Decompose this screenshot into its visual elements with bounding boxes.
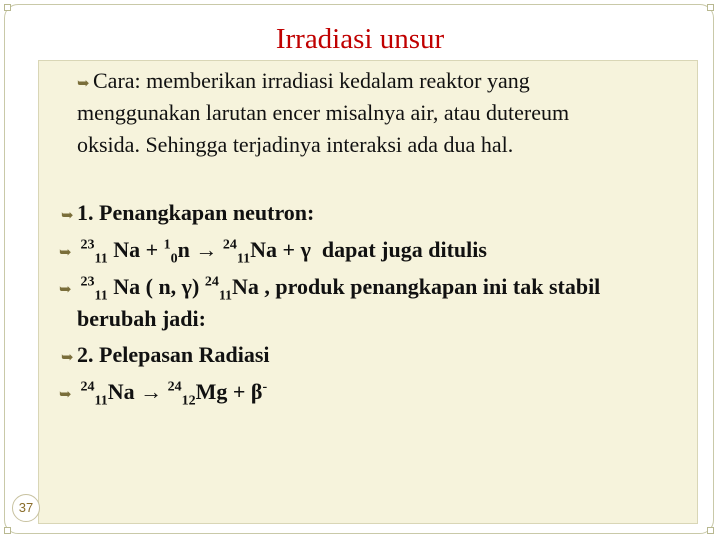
- slide-title: Irradiasi unsur: [275, 23, 445, 55]
- section-heading-1: ➥ 1. Penangkapan neutron:: [61, 199, 314, 229]
- intro-line-1: ➥ Cara: memberikan irradiasi kedalam reaktor yang: [77, 67, 530, 97]
- arrow-bullet-icon: ➥: [61, 206, 74, 224]
- frame-corner: [707, 527, 714, 534]
- section-heading-2: ➥ 2. Pelepasan Radiasi: [61, 341, 270, 371]
- intro-line-2: menggunakan larutan encer misalnya air, atau dutereum: [77, 100, 570, 125]
- arrow-bullet-icon: ➥: [59, 280, 72, 298]
- frame-corner: [707, 4, 714, 11]
- equation-1: ➥ $^{23}_{11}$ Na + $^1_0$n → $^{24}_{11}$Na + γ dapat juga ditulis: [59, 237, 487, 267]
- equation-2: ➥ $^{23}_{11}$ Na ( n, γ) $^{24}_{11}$Na , produk penangkapan ini tak stabil: [59, 274, 601, 304]
- equation-2-continuation: berubah jadi:: [77, 306, 206, 331]
- equation-3: ➥ $^{24}_{11}$Na → $^{24}_{12}$Mg + β-: [59, 379, 268, 409]
- page-number: 37: [12, 494, 40, 522]
- content-box: [38, 60, 698, 524]
- arrow-bullet-icon: ➥: [59, 243, 72, 261]
- intro-line-3: oksida. Sehingga terjadinya interaksi ada dua hal.: [77, 132, 514, 157]
- frame-corner: [4, 527, 11, 534]
- frame-corner: [4, 4, 11, 11]
- arrow-bullet-icon: ➥: [59, 385, 72, 403]
- arrow-bullet-icon: ➥: [61, 348, 74, 366]
- arrow-bullet-icon: ➥: [77, 74, 90, 92]
